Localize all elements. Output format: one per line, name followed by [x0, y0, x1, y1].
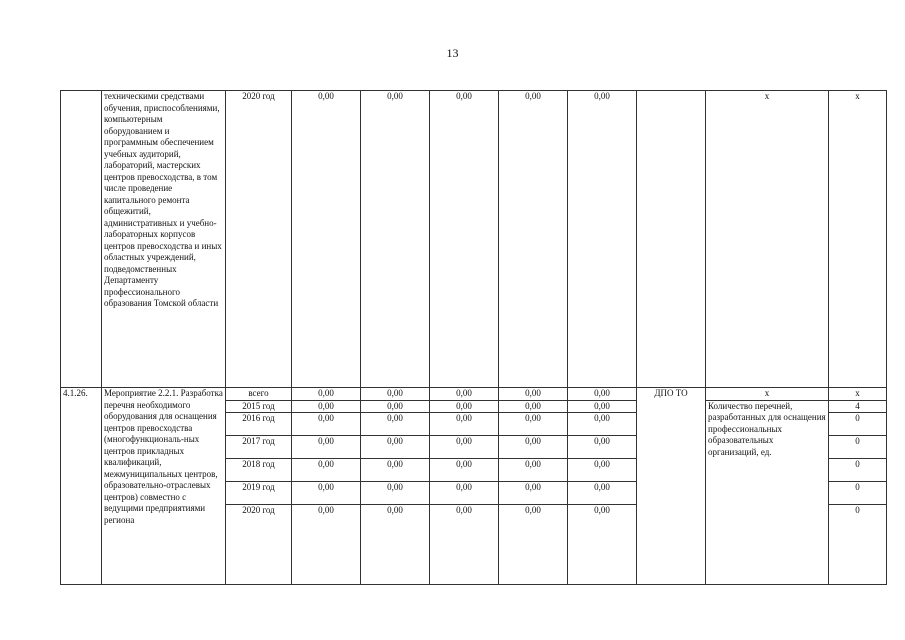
table-row — [61, 388, 887, 401]
amount-cell: 0,00 — [361, 482, 430, 505]
row-number: 4.1.26. — [61, 388, 102, 585]
executor-cell: ДПО ТО — [637, 388, 706, 585]
period-cell: 2017 год — [226, 436, 292, 459]
amount-cell: 0,00 — [568, 400, 637, 413]
amount-cell: 0,00 — [568, 436, 637, 459]
amount-cell: 0,00 — [292, 400, 361, 413]
indicator-name-cell: х — [706, 91, 829, 388]
period-cell: 2015 год — [226, 400, 292, 413]
period-cell: 2020 год — [226, 505, 292, 585]
amount-cell: 0,00 — [499, 482, 568, 505]
row-number — [61, 91, 102, 388]
amount-cell: 0,00 — [361, 505, 430, 585]
program-table — [60, 90, 887, 585]
indicator-value-cell: х — [829, 388, 887, 401]
amount-cell: 0,00 — [430, 400, 499, 413]
indicator-value-cell: 4 — [829, 400, 887, 413]
amount-cell: 0,00 — [361, 413, 430, 436]
activity-description: Мероприятие 2.2.1. Разработка перечня необходимого оборудования для оснащения центров превосходства (многофункциональ-ных центров прикладных квалификаций, межмуниципальных центров, образовательно-отраслевых центров) совместно с ведущими предприятиями региона — [102, 388, 226, 585]
table-row — [61, 91, 887, 388]
indicator-value-cell: 0 — [829, 482, 887, 505]
indicator-name-cell: Количество перечней, разработанных для оснащения профессиональных образовательных организаций, ед. — [706, 400, 829, 585]
amount-cell: 0,00 — [568, 482, 637, 505]
amount-cell: 0,00 — [499, 459, 568, 482]
amount-cell: 0,00 — [568, 388, 637, 401]
amount-cell: 0,00 — [292, 482, 361, 505]
period-cell: 2018 год — [226, 459, 292, 482]
amount-cell: 0,00 — [499, 413, 568, 436]
amount-cell: 0,00 — [430, 413, 499, 436]
amount-cell: 0,00 — [361, 436, 430, 459]
amount-cell: 0,00 — [430, 91, 499, 388]
period-cell: 2019 год — [226, 482, 292, 505]
amount-cell: 0,00 — [430, 482, 499, 505]
amount-cell: 0,00 — [361, 400, 430, 413]
period-cell: 2020 год — [226, 91, 292, 388]
amount-cell: 0,00 — [568, 91, 637, 388]
amount-cell: 0,00 — [292, 459, 361, 482]
page-number: 13 — [446, 46, 459, 60]
executor-cell — [637, 91, 706, 388]
amount-cell: 0,00 — [499, 400, 568, 413]
amount-cell: 0,00 — [292, 505, 361, 585]
amount-cell: 0,00 — [361, 91, 430, 388]
amount-cell: 0,00 — [361, 459, 430, 482]
amount-cell: 0,00 — [361, 388, 430, 401]
period-cell: всего — [226, 388, 292, 401]
indicator-value-cell: х — [829, 91, 887, 388]
amount-cell: 0,00 — [430, 459, 499, 482]
amount-cell: 0,00 — [430, 436, 499, 459]
amount-cell: 0,00 — [499, 388, 568, 401]
amount-cell: 0,00 — [292, 388, 361, 401]
amount-cell: 0,00 — [499, 505, 568, 585]
indicator-value-cell: 0 — [829, 413, 887, 436]
amount-cell: 0,00 — [430, 388, 499, 401]
amount-cell: 0,00 — [499, 91, 568, 388]
indicator-name-cell: х — [706, 388, 829, 401]
amount-cell: 0,00 — [292, 413, 361, 436]
indicator-value-cell: 0 — [829, 505, 887, 585]
amount-cell: 0,00 — [292, 436, 361, 459]
amount-cell: 0,00 — [568, 413, 637, 436]
amount-cell: 0,00 — [292, 91, 361, 388]
amount-cell: 0,00 — [568, 459, 637, 482]
period-cell: 2016 год — [226, 413, 292, 436]
indicator-value-cell: 0 — [829, 436, 887, 459]
amount-cell: 0,00 — [568, 505, 637, 585]
amount-cell: 0,00 — [430, 505, 499, 585]
amount-cell: 0,00 — [499, 436, 568, 459]
activity-description: техническими средствами обучения, приспособлениями, компьютерным оборудованием и программным обеспечением учебных аудиторий, лабораторий, мастерских центров превосходства, в том числе проведение капитального ремонта общежитий, административных и учебно-лабораторных корпусов центров превосходства и иных областных учреждений, подведомственных Департаменту профессионального образования Томской области — [102, 91, 226, 388]
indicator-value-cell: 0 — [829, 459, 887, 482]
